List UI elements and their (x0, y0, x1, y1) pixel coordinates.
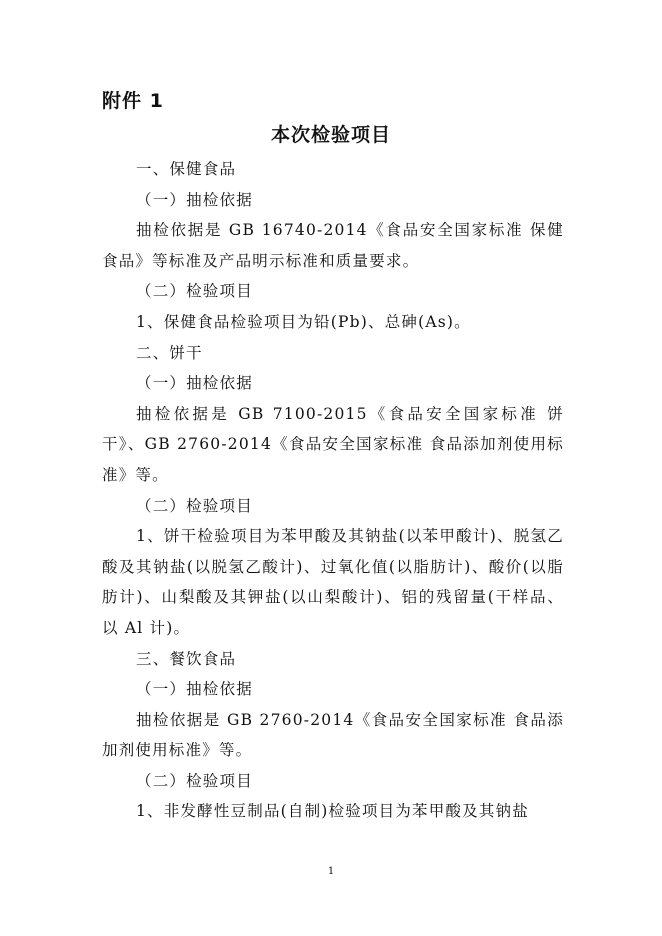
subheading-test-items: （二）检验项目 (136, 282, 253, 301)
page-number: 1 (327, 866, 335, 877)
section-heading-biscuits: 二、饼干 (136, 343, 203, 362)
subheading-test-items: （二）检验项目 (136, 496, 253, 515)
paragraph-sampling-basis: 抽检依据是 GB 16740-2014《食品安全国家标准 保健食品》等标准及产品明示标准和质量要求。 (102, 221, 564, 270)
subheading-sampling-basis: （一）抽检依据 (136, 680, 253, 699)
document-body (102, 154, 564, 827)
paragraph-sampling-basis: 抽检依据是 GB 2760-2014《食品安全国家标准 食品添加剂使用标准》等。 (102, 710, 564, 760)
section-heading-catering-food: 三、餐饮食品 (136, 649, 237, 668)
subheading-test-items: （二）检验项目 (136, 771, 253, 790)
subheading-sampling-basis: （一）抽检依据 (136, 190, 253, 209)
section-heading-health-food: 一、保健食品 (136, 160, 237, 178)
paragraph-test-items: 1、保健食品检验项目为铅(Pb)、总砷(As)。 (136, 312, 471, 331)
paragraph-sampling-basis: 抽检依据是 GB 7100-2015《食品安全国家标准 饼干》、GB 2760-2014《食品安全国家标准 食品添加剂使用标准》等。 (102, 404, 564, 484)
page-title: 本次检验项目 (270, 124, 391, 146)
attachment-label: 附件 1 (102, 90, 164, 112)
paragraph-test-items: 1、非发酵性豆制品(自制)检验项目为苯甲酸及其钠盐 (136, 802, 529, 821)
subheading-sampling-basis: （一）抽检依据 (136, 374, 253, 393)
paragraph-test-items: 1、饼干检验项目为苯甲酸及其钠盐(以苯甲酸计)、脱氢乙酸及其钠盐(以脱氢乙酸计)、过氧化值(以脂肪计)、酸价(以脂肪计)、山梨酸及其钾盐(以山梨酸计)、铝的残留量(干样品、以 Al 计)。 (102, 527, 564, 637)
